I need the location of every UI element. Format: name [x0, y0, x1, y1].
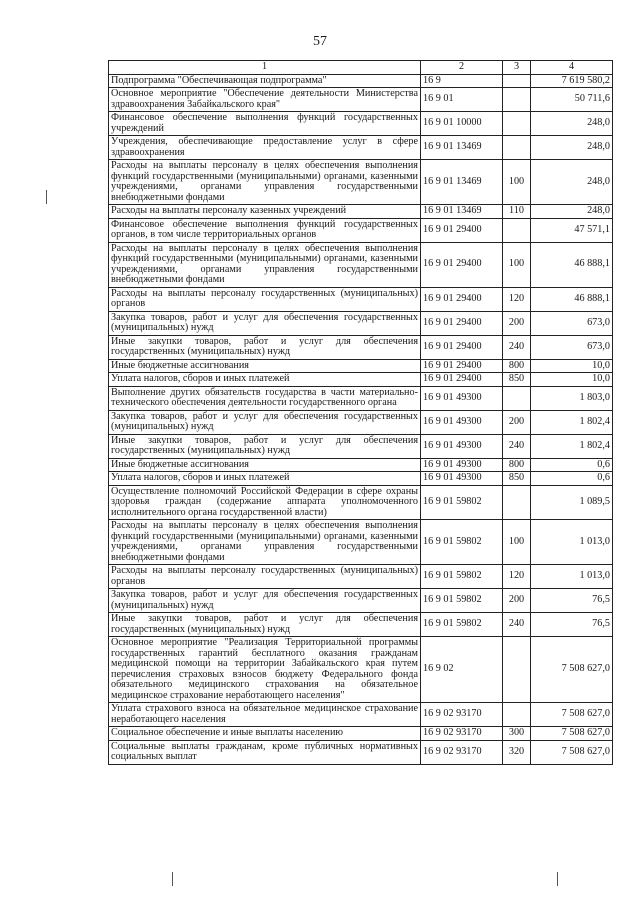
- row-code: 16 9 01 49300: [421, 458, 503, 472]
- table-row: [109, 136, 613, 160]
- row-expense-type: 300: [503, 727, 531, 741]
- row-name: Расходы на выплаты персоналу в целях обеспечения выполнения функций государственными (муниципальными) органами, казенными учреждениями, органами управления государственными внебюджетными фондами: [109, 242, 421, 287]
- row-amount: 248,0: [531, 160, 613, 205]
- row-code: 16 9 01: [421, 88, 503, 112]
- row-expense-type: 200: [503, 589, 531, 613]
- header-col-3: 3: [503, 61, 531, 75]
- table-row: [109, 727, 613, 741]
- row-amount: 46 888,1: [531, 242, 613, 287]
- scan-mark-bottom-right: [557, 872, 558, 886]
- row-code: 16 9 01 29400: [421, 218, 503, 242]
- table-row: [109, 335, 613, 359]
- table-row: [109, 589, 613, 613]
- table-row: [109, 242, 613, 287]
- row-expense-type: 320: [503, 740, 531, 764]
- row-amount: 0,6: [531, 472, 613, 486]
- row-amount: 1 802,4: [531, 434, 613, 458]
- row-expense-type: 800: [503, 359, 531, 373]
- table-row: [109, 458, 613, 472]
- row-code: 16 9 01 59802: [421, 565, 503, 589]
- row-name: Социальное обеспечение и иные выплаты населению: [109, 727, 421, 741]
- row-code: 16 9 01 29400: [421, 373, 503, 387]
- header-col-2: 2: [421, 61, 503, 75]
- row-name: Финансовое обеспечение выполнения функций государственных учреждений: [109, 112, 421, 136]
- table-row: [109, 205, 613, 219]
- row-amount: 50 711,6: [531, 88, 613, 112]
- row-code: 16 9 01 29400: [421, 311, 503, 335]
- row-amount: 248,0: [531, 136, 613, 160]
- row-name: Закупка товаров, работ и услуг для обеспечения государственных (муниципальных) нужд: [109, 410, 421, 434]
- row-expense-type: [503, 703, 531, 727]
- row-code: 16 9 01 49300: [421, 472, 503, 486]
- row-expense-type: [503, 485, 531, 520]
- row-expense-type: [503, 112, 531, 136]
- row-expense-type: [503, 386, 531, 410]
- table-row: [109, 160, 613, 205]
- row-amount: 248,0: [531, 205, 613, 219]
- row-expense-type: 100: [503, 242, 531, 287]
- table-row: [109, 287, 613, 311]
- row-expense-type: 850: [503, 472, 531, 486]
- table-row: [109, 218, 613, 242]
- row-code: 16 9 01 13469: [421, 205, 503, 219]
- row-name: Иные бюджетные ассигнования: [109, 458, 421, 472]
- row-expense-type: 240: [503, 613, 531, 637]
- row-amount: 1 013,0: [531, 565, 613, 589]
- row-code: 16 9 01 59802: [421, 613, 503, 637]
- row-code: 16 9 01 29400: [421, 242, 503, 287]
- row-code: 16 9 01 49300: [421, 386, 503, 410]
- row-code: 16 9 01 10000: [421, 112, 503, 136]
- row-expense-type: 850: [503, 373, 531, 387]
- row-amount: 7 619 580,2: [531, 74, 613, 88]
- row-amount: 1 013,0: [531, 520, 613, 565]
- table-row: [109, 434, 613, 458]
- table-row: [109, 74, 613, 88]
- row-code: 16 9 02 93170: [421, 703, 503, 727]
- table-row: [109, 637, 613, 703]
- row-amount: 46 888,1: [531, 287, 613, 311]
- row-expense-type: [503, 88, 531, 112]
- row-code: 16 9 01 29400: [421, 335, 503, 359]
- row-expense-type: 120: [503, 287, 531, 311]
- scan-mark-bottom-left: [172, 872, 173, 886]
- row-name: Иные закупки товаров, работ и услуг для обеспечения государственных (муниципальных) нужд: [109, 613, 421, 637]
- scan-mark-left: [46, 190, 47, 204]
- row-code: 16 9 01 59802: [421, 520, 503, 565]
- row-name: Выполнение других обязательств государства в части материально-технического обеспечения деятельности государственного органа: [109, 386, 421, 410]
- header-col-4: 4: [531, 61, 613, 75]
- row-amount: 76,5: [531, 613, 613, 637]
- row-name: Основное мероприятие "Обеспечение деятельности Министерства здравоохранения Забайкальского края": [109, 88, 421, 112]
- row-code: 16 9 01 29400: [421, 359, 503, 373]
- table-row: [109, 386, 613, 410]
- row-expense-type: [503, 136, 531, 160]
- row-name: Подпрограмма "Обеспечивающая подпрограмма": [109, 74, 421, 88]
- table-row: [109, 311, 613, 335]
- row-amount: 76,5: [531, 589, 613, 613]
- row-name: Уплата налогов, сборов и иных платежей: [109, 472, 421, 486]
- row-amount: 1 802,4: [531, 410, 613, 434]
- table-row: [109, 410, 613, 434]
- budget-table: [108, 60, 613, 765]
- page-number: 57: [313, 34, 327, 49]
- row-expense-type: [503, 74, 531, 88]
- row-amount: 1 089,5: [531, 485, 613, 520]
- table-row: [109, 520, 613, 565]
- row-code: 16 9 01 49300: [421, 434, 503, 458]
- row-expense-type: 100: [503, 160, 531, 205]
- row-expense-type: 800: [503, 458, 531, 472]
- row-code: 16 9 01 13469: [421, 160, 503, 205]
- row-code: 16 9 01 59802: [421, 485, 503, 520]
- row-amount: 7 508 627,0: [531, 703, 613, 727]
- row-amount: 1 803,0: [531, 386, 613, 410]
- row-name: Закупка товаров, работ и услуг для обеспечения государственных (муниципальных) нужд: [109, 311, 421, 335]
- row-amount: 10,0: [531, 373, 613, 387]
- row-code: 16 9 01 29400: [421, 287, 503, 311]
- row-name: Финансовое обеспечение выполнения функций государственных органов, в том числе территориальных органов: [109, 218, 421, 242]
- row-expense-type: 110: [503, 205, 531, 219]
- row-name: Расходы на выплаты персоналу казенных учреждений: [109, 205, 421, 219]
- row-name: Иные бюджетные ассигнования: [109, 359, 421, 373]
- row-code: 16 9: [421, 74, 503, 88]
- row-name: Социальные выплаты гражданам, кроме публичных нормативных социальных выплат: [109, 740, 421, 764]
- table-row: [109, 373, 613, 387]
- row-name: Основное мероприятие "Реализация Территориальной программы государственных гарантий бесплатного оказания гражданам медицинской помощи на территории Забайкальского края путем перечисления страховых взносов бюджету Федерального фонда обязательного медицинского страхования на обязательное медицинское страхование неработающего населения": [109, 637, 421, 703]
- table-body: [109, 74, 613, 764]
- row-name: Закупка товаров, работ и услуг для обеспечения государственных (муниципальных) нужд: [109, 589, 421, 613]
- row-name: Иные закупки товаров, работ и услуг для обеспечения государственных (муниципальных) нужд: [109, 335, 421, 359]
- row-name: Иные закупки товаров, работ и услуг для обеспечения государственных (муниципальных) нужд: [109, 434, 421, 458]
- row-amount: 7 508 627,0: [531, 740, 613, 764]
- row-name: Учреждения, обеспечивающие предоставление услуг в сфере здравоохранения: [109, 136, 421, 160]
- row-expense-type: [503, 218, 531, 242]
- row-expense-type: 200: [503, 311, 531, 335]
- row-amount: 47 571,1: [531, 218, 613, 242]
- row-code: 16 9 02 93170: [421, 740, 503, 764]
- header-col-1: 1: [109, 61, 421, 75]
- table-row: [109, 613, 613, 637]
- row-name: Осуществление полномочий Российской Федерации в сфере охраны здоровья граждан (содержание аппарата уполномоченного исполнительного органа государственной власти): [109, 485, 421, 520]
- row-expense-type: 100: [503, 520, 531, 565]
- row-code: 16 9 01 49300: [421, 410, 503, 434]
- row-amount: 0,6: [531, 458, 613, 472]
- table-row: [109, 88, 613, 112]
- row-amount: 673,0: [531, 335, 613, 359]
- row-expense-type: 200: [503, 410, 531, 434]
- row-amount: 673,0: [531, 311, 613, 335]
- row-name: Расходы на выплаты персоналу государственных (муниципальных) органов: [109, 565, 421, 589]
- row-code: 16 9 01 13469: [421, 136, 503, 160]
- row-amount: 7 508 627,0: [531, 727, 613, 741]
- row-name: Уплата налогов, сборов и иных платежей: [109, 373, 421, 387]
- table-row: [109, 565, 613, 589]
- row-name: Уплата страхового взноса на обязательное медицинское страхование неработающего населения: [109, 703, 421, 727]
- row-amount: 10,0: [531, 359, 613, 373]
- row-name: Расходы на выплаты персоналу в целях обеспечения выполнения функций государственными (муниципальными) органами, казенными учреждениями, органами управления государственными внебюджетными фондами: [109, 160, 421, 205]
- row-name: Расходы на выплаты персоналу государственных (муниципальных) органов: [109, 287, 421, 311]
- row-code: 16 9 02: [421, 637, 503, 703]
- row-expense-type: [503, 637, 531, 703]
- row-amount: 248,0: [531, 112, 613, 136]
- table-row: [109, 703, 613, 727]
- table-row: [109, 359, 613, 373]
- row-expense-type: 240: [503, 434, 531, 458]
- table-row: [109, 472, 613, 486]
- table-row: [109, 485, 613, 520]
- table-header-row: [109, 61, 613, 75]
- table-row: [109, 740, 613, 764]
- row-name: Расходы на выплаты персоналу в целях обеспечения выполнения функций государственными (муниципальными) органами, казенными учреждениями, органами управления государственными внебюджетными фондами: [109, 520, 421, 565]
- row-expense-type: 120: [503, 565, 531, 589]
- row-amount: 7 508 627,0: [531, 637, 613, 703]
- table-row: [109, 112, 613, 136]
- row-code: 16 9 01 59802: [421, 589, 503, 613]
- row-expense-type: 240: [503, 335, 531, 359]
- row-code: 16 9 02 93170: [421, 727, 503, 741]
